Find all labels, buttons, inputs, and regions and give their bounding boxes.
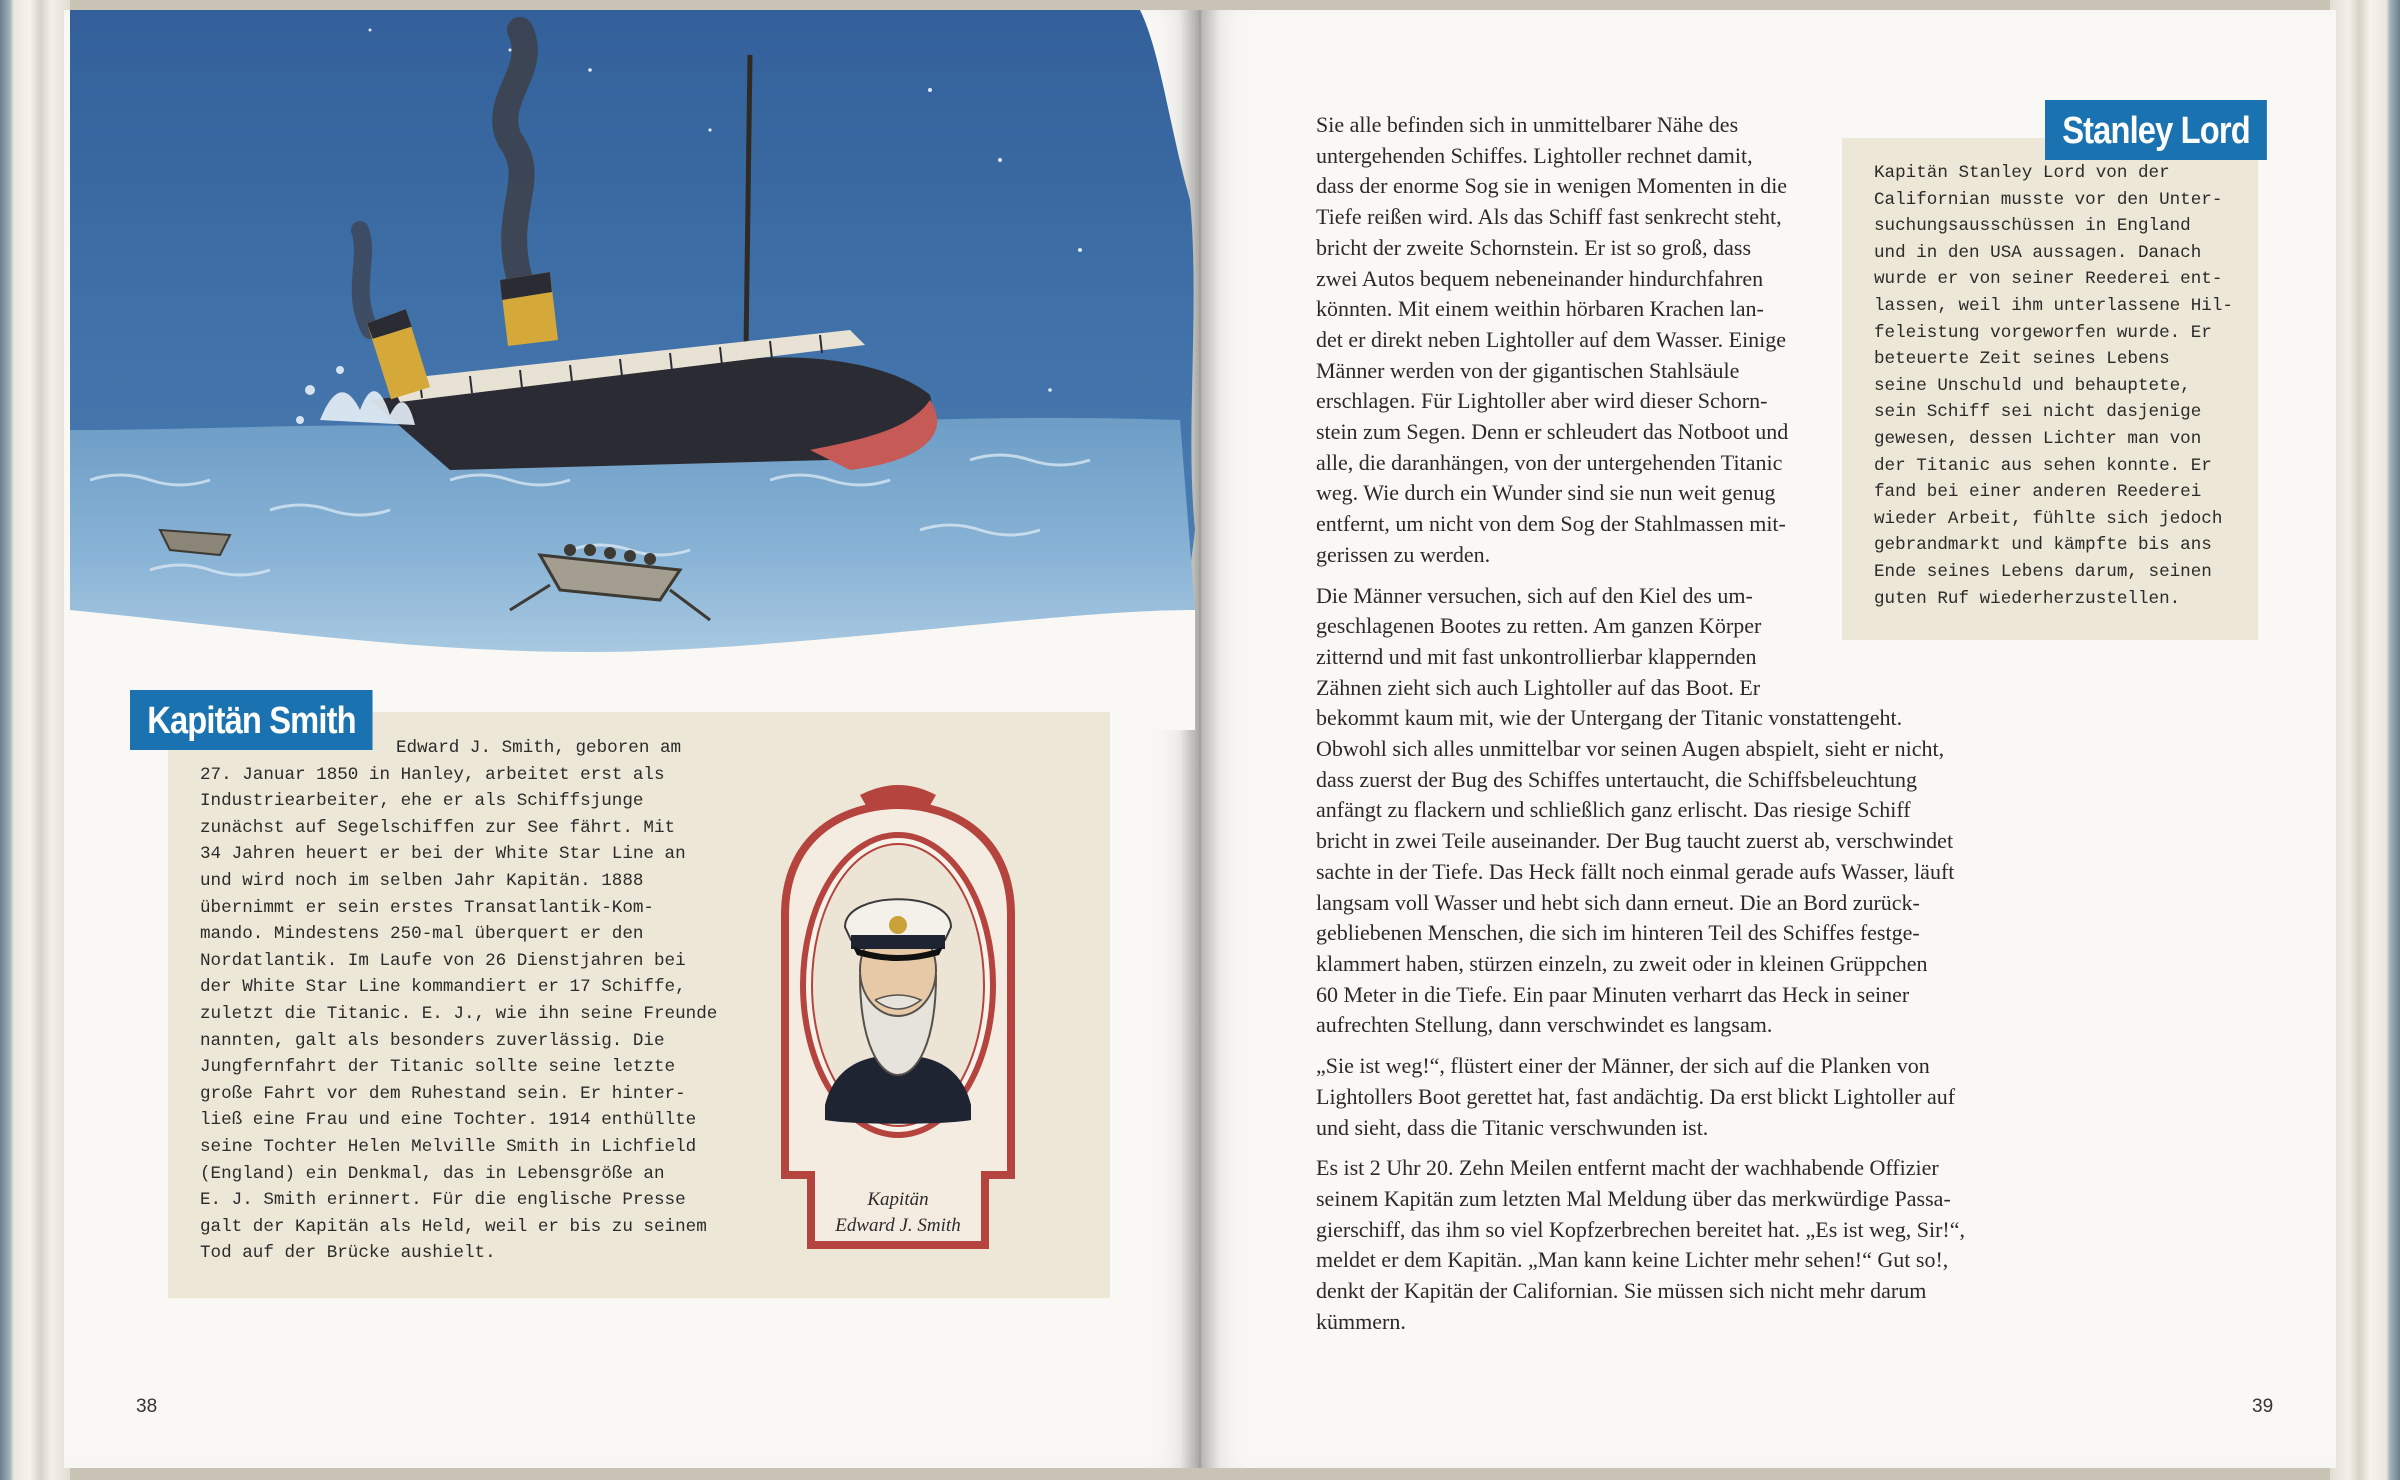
body-line: könnten. Mit einem weithin hörbaren Krachen lan- bbox=[1316, 296, 1764, 322]
lord-line: Californian musste vor den Unter- bbox=[1874, 189, 2223, 210]
smith-line: galt der Kapitän als Held, weil er bis zu seinem bbox=[200, 1216, 707, 1237]
caption-line-1: Kapitän bbox=[867, 1189, 929, 1210]
body-line: entfernt, um nicht von dem Sog der Stahlmassen mit- bbox=[1316, 511, 1786, 537]
body-line: weg. Wie durch ein Wunder sind sie nun weit genug bbox=[1316, 480, 1776, 506]
lord-line: guten Ruf wiederherzustellen. bbox=[1874, 588, 2181, 609]
lord-line: lassen, weil ihm unterlassene Hil- bbox=[1874, 295, 2233, 316]
smith-line: Industriearbeiter, ehe er als Schiffsjunge bbox=[200, 791, 644, 812]
lord-line: wurde er von seiner Reederei ent- bbox=[1874, 269, 2223, 290]
smith-line: Jungfernfahrt der Titanic sollte seine letzte bbox=[200, 1057, 676, 1078]
body-line: aufrechten Stellung, dann verschwindet es langsam. bbox=[1316, 1012, 1773, 1038]
page-number-right: 39 bbox=[2252, 1396, 2274, 1417]
body-line: Die Männer versuchen, sich auf den Kiel des um- bbox=[1316, 582, 1753, 608]
body-line: alle, die daranhängen, von der untergehenden Titanic bbox=[1316, 449, 1783, 475]
body-line: gerissen zu werden. bbox=[1316, 541, 1491, 567]
body-line: dass der enorme Sog sie in wenigen Momenten in die bbox=[1316, 173, 1788, 199]
smith-line: ließ eine Frau und eine Tochter. 1914 enthüllte bbox=[200, 1110, 697, 1131]
body-line: Obwohl sich alles unmittelbar vor seinen Augen abspielt, sieht er nicht, bbox=[1316, 736, 1945, 762]
smith-text bbox=[200, 735, 717, 1267]
smith-line: Tod auf der Brücke aushielt. bbox=[200, 1243, 496, 1264]
lord-line: feleistung vorgeworfen wurde. Er bbox=[1874, 322, 2212, 343]
body-line: det er direkt neben Lightoller auf dem Wasser. Einige bbox=[1316, 326, 1787, 352]
body-line: langsam voll Wasser und hebt sich dann erneut. Die an Bord zurück- bbox=[1316, 889, 1920, 915]
body-line: Tiefe reißen wird. Als das Schiff fast senkrecht steht, bbox=[1316, 204, 1782, 230]
body-line: Lightollers Boot gerettet hat, fast andächtig. Da erst blickt Lightoller auf bbox=[1316, 1083, 1956, 1109]
lord-title: Stanley Lord bbox=[2045, 100, 2267, 160]
lord-line: gebrandmarkt und kämpfte bis ans bbox=[1874, 535, 2212, 556]
smith-line: mando. Mindestens 250-mal überquert er den bbox=[200, 924, 644, 945]
lord-line: Kapitän Stanley Lord von der bbox=[1874, 163, 2170, 183]
caption-line-2: Edward J. Smith bbox=[835, 1215, 961, 1236]
body-line: Sie alle befinden sich in unmittelbarer Nähe des bbox=[1316, 112, 1739, 137]
book-edge-right bbox=[2330, 0, 2400, 1480]
body-line: 60 Meter in die Tiefe. Ein paar Minuten verharrt das Heck in seiner bbox=[1316, 981, 1910, 1007]
body-line: Es ist 2 Uhr 20. Zehn Meilen entfernt macht der wachhabende Offizier bbox=[1316, 1155, 1939, 1181]
lord-line: wieder Arbeit, fühlte sich jedoch bbox=[1874, 508, 2223, 529]
body-line: untergehenden Schiffes. Lightoller rechnet damit, bbox=[1316, 142, 1753, 168]
smith-line: (England) ein Denkmal, das in Lebensgröße an bbox=[200, 1163, 665, 1184]
smith-line: zunächst auf Segelschiffen zur See fährt. Mit bbox=[200, 817, 676, 838]
smith-line: nannten, galt als besonders zuverlässig. Die bbox=[200, 1030, 665, 1051]
body-line: sachte in der Tiefe. Das Heck fällt noch einmal gerade aufs Wasser, läuft bbox=[1316, 858, 1955, 884]
body-line: meldet er dem Kapitän. „Man kann keine Lichter mehr sehen!“ Gut so!, bbox=[1316, 1247, 1949, 1273]
smith-line: zuletzt die Titanic. E. J., wie ihn seine Freunde bbox=[200, 1003, 718, 1024]
smith-line: seine Tochter Helen Melville Smith in Lichfield bbox=[200, 1136, 697, 1157]
lord-line: sein Schiff sei nicht dasjenige bbox=[1874, 402, 2202, 423]
page-number-left: 38 bbox=[136, 1396, 158, 1417]
body-line: stein zum Segen. Denn er schleudert das Notboot und bbox=[1316, 419, 1789, 445]
lord-line: und in den USA aussagen. Danach bbox=[1874, 242, 2202, 263]
body-line: klammert haben, stürzen einzeln, zu zweit oder in kleinen Grüppchen bbox=[1316, 950, 1928, 976]
portrait-caption bbox=[800, 1187, 996, 1239]
lord-line: gewesen, dessen Lichter man von bbox=[1874, 428, 2202, 449]
lord-line: suchungsausschüssen in England bbox=[1874, 216, 2191, 237]
body-line: bricht in zwei Teile auseinander. Der Bug taucht zuerst ab, verschwindet bbox=[1316, 828, 1954, 854]
body-line: gebliebenen Menschen, die sich im hinteren Teil des Schiffes festge- bbox=[1316, 920, 1920, 946]
smith-line: und wird noch im selben Jahr Kapitän. 1888 bbox=[200, 870, 644, 891]
body-line: dass zuerst der Bug des Schiffes untertaucht, die Schiffsbeleuchtung bbox=[1316, 766, 1917, 792]
body-line: Zähnen zieht sich auch Lightoller auf das Boot. Er bbox=[1316, 674, 1761, 700]
smith-line: Nordatlantik. Im Laufe von 26 Dienstjahren bei bbox=[200, 950, 686, 971]
smith-line: übernimmt er sein erstes Transatlantik-Kom- bbox=[200, 897, 654, 918]
smith-line: 34 Jahren heuert er bei der White Star Line an bbox=[200, 844, 686, 865]
body-line: seinem Kapitän zum letzten Mal Meldung über das merkwürdige Passa- bbox=[1316, 1185, 1951, 1211]
body-line: Männer werden von der gigantischen Stahlsäule bbox=[1316, 357, 1740, 383]
smith-line: E. J. Smith erinnert. Für die englische Presse bbox=[200, 1190, 686, 1211]
main-body-text bbox=[1316, 110, 1965, 1337]
body-line: bekommt kaum mit, wie der Untergang der Titanic vonstattengeht. bbox=[1316, 705, 1903, 731]
smith-line: der White Star Line kommandiert er 17 Schiffe, bbox=[200, 977, 686, 998]
sinking-ship-illustration bbox=[70, 10, 1200, 730]
smith-line: große Fahrt vor dem Ruhestand sein. Er hinter- bbox=[200, 1083, 686, 1104]
lord-line: der Titanic aus sehen konnte. Er bbox=[1874, 455, 2212, 476]
body-line: gierschiff, das ihm so viel Kopfzerbrechen bereitet hat. „Es ist weg, Sir!“, bbox=[1316, 1216, 1965, 1242]
lord-line: Ende seines Lebens darum, seinen bbox=[1874, 561, 2212, 582]
lord-line: beteuerte Zeit seines Lebens bbox=[1874, 349, 2170, 370]
lord-line: fand bei einer anderen Reederei bbox=[1874, 482, 2202, 503]
body-line: zwei Autos bequem nebeneinander hindurchfahren bbox=[1316, 265, 1764, 291]
body-line: und sieht, dass die Titanic verschwunden ist. bbox=[1316, 1114, 1709, 1140]
body-line: bricht der zweite Schornstein. Er ist so groß, dass bbox=[1316, 234, 1752, 260]
body-line: zitternd und mit fast unkontrollierbar klappernden bbox=[1316, 643, 1757, 669]
body-line: denkt der Kapitän der Californian. Sie müssen sich nicht mehr darum bbox=[1316, 1278, 1927, 1304]
lord-line: seine Unschuld und behauptete, bbox=[1874, 375, 2191, 396]
smith-line: Edward J. Smith, geboren am bbox=[396, 738, 682, 758]
body-line: geschlagenen Bootes zu retten. Am ganzen Körper bbox=[1316, 613, 1762, 639]
smith-title: Kapitän Smith bbox=[130, 690, 373, 750]
smith-line: 27. Januar 1850 in Hanley, arbeitet erst als bbox=[200, 764, 665, 785]
body-line: erschlagen. Für Lightoller aber wird dieser Schorn- bbox=[1316, 388, 1768, 414]
body-line: „Sie ist weg!“, flüstert einer der Männer, der sich auf die Planken von bbox=[1316, 1053, 1930, 1079]
body-line: kümmern. bbox=[1316, 1308, 1406, 1334]
book-edge-left bbox=[0, 0, 70, 1480]
body-line: anfängt zu flackern und schließlich ganz erlischt. Das riesige Schiff bbox=[1316, 797, 1911, 823]
